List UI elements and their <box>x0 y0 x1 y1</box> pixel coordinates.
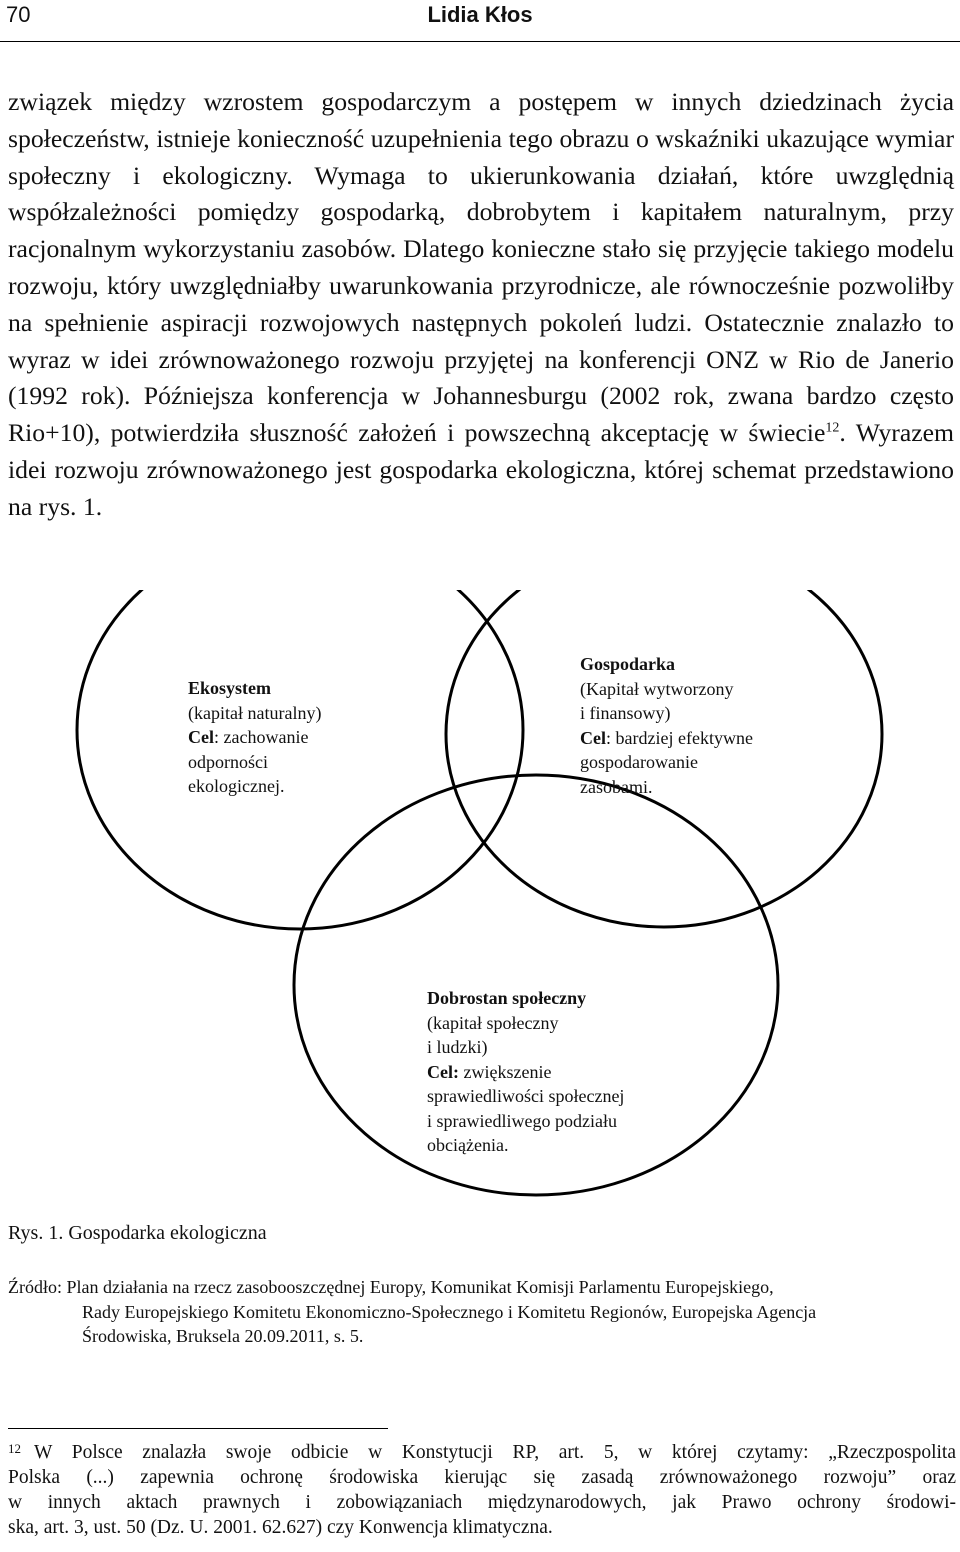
welfare-line5: i sprawiedliwego podziału <box>427 1110 617 1131</box>
footnote-number: 12 <box>8 1441 21 1456</box>
welfare-line2: i ludzki) <box>427 1037 488 1057</box>
footnote-line-4: ska, art. 3, ust. 50 (Dz. U. 2001. 62.627) czy Konwencja klimatyczna. <box>8 1517 553 1538</box>
footnote-rule <box>8 1428 388 1429</box>
figure-source <box>8 1275 958 1349</box>
header-rule <box>0 41 960 42</box>
ecosystem-label <box>188 676 321 799</box>
footnote-line-3: w innych aktach prawnych i zobowiązaniach międzynarodowych, jak Prawo ochrony środowi- <box>8 1492 956 1513</box>
ecosystem-goal-label: Cel <box>188 727 214 747</box>
page-number: 70 <box>6 2 31 27</box>
source-line-2: Rady Europejskiego Komitetu Ekonomiczno-Społecznego i Komitetu Regionów, Europejska Agencja <box>82 1301 817 1322</box>
economy-capital: (Kapitał wytworzony <box>580 678 734 699</box>
source-line-1: Źródło: Plan działania na rzecz zasobooszczędnej Europy, Komunikat Komisji Parlamentu Europejskiego, <box>8 1277 774 1297</box>
footnote-line-1: W Polsce znalazła swoje odbicie w Konstytucji RP, art. 5, w której czytamy: „Rzeczpospolita <box>34 1442 956 1463</box>
ecosystem-goal-text: : zachowanie <box>214 727 309 747</box>
welfare-goal-label: Cel: <box>427 1061 459 1082</box>
ecosystem-line3: odporności <box>188 751 268 772</box>
running-head-author: Lidia Kłos <box>427 2 533 27</box>
economy-goal-label: Cel <box>580 727 606 748</box>
economy-goal-text: : bardziej efektywne <box>606 727 753 748</box>
ecosystem-capital: (kapitał naturalny) <box>188 702 322 723</box>
body-paragraph-text: związek między wzrostem gospodarczym a postępem w innych dziedzinach życia społeczeństw, istnieje konieczność uzupełnienia tego obrazu o wskaźniki ukazujące wymiar społeczny i ekologiczny. Wymaga to ukierunkowania działań, które uwzględnią współzależności pomiędzy gospodarką, dobrobytem i kapitałem naturalnym, przy racjonalnym wykorzystaniu zasobów. Dlatego konieczne stało się przyjęcie takiego modelu rozwoju, który uwzględniałby uwarunkowania przyrodnicze, ale równocześnie pozwoliłby na spełnienie aspiracji rozwojowych następnych pokoleń ludzi. Ostatecznie znalazło to wyraz w idei zrównoważonego rozwoju przyjętej na konferencji ONZ w Rio de Janerio (1992 rok). Późniejsza konferencja w Johannesburgu (2002 rok, zwana bardzo często Rio+10), potwierdziła słuszność założeń i powszechną akceptację w świecie <box>8 87 954 448</box>
economy-line2: i finansowy) <box>580 703 671 723</box>
footnote <box>8 1440 956 1540</box>
welfare-goal-text: zwiększenie <box>458 1061 552 1082</box>
body-paragraph-end: . Wyrazem idei rozwoju zrównoważonego jest gospodarka ekologiczna, której schemat przedstawiono na rys. 1. <box>8 418 955 521</box>
welfare-line6: obciążenia. <box>427 1135 509 1155</box>
footnote-line-2: Polska (...) zapewnia ochronę środowiska kierując się zasadą zrównoważonego rozwoju” oraz <box>8 1467 956 1488</box>
ecosystem-title: Ekosystem <box>188 678 272 698</box>
venn-diagram <box>0 590 960 1210</box>
economy-line4: gospodarowanie <box>580 752 698 772</box>
welfare-capital: (kapitał społeczny <box>427 1012 559 1033</box>
economy-title: Gospodarka <box>580 654 676 674</box>
source-line-3: Środowiska, Bruksela 20.09.2011, s. 5. <box>82 1326 364 1346</box>
footnote-reference[interactable]: 12 <box>825 420 840 436</box>
body-paragraph <box>8 84 954 526</box>
welfare-label <box>427 986 624 1158</box>
ecosystem-line4: ekologicznej. <box>188 776 285 796</box>
figure-caption: Rys. 1. Gospodarka ekologiczna <box>8 1222 267 1244</box>
economy-line5: zasobami. <box>580 776 653 797</box>
page-header <box>0 0 960 42</box>
welfare-title: Dobrostan społeczny <box>427 988 587 1008</box>
welfare-line4: sprawiedliwości społecznej <box>427 1086 625 1106</box>
economy-label <box>580 652 753 799</box>
